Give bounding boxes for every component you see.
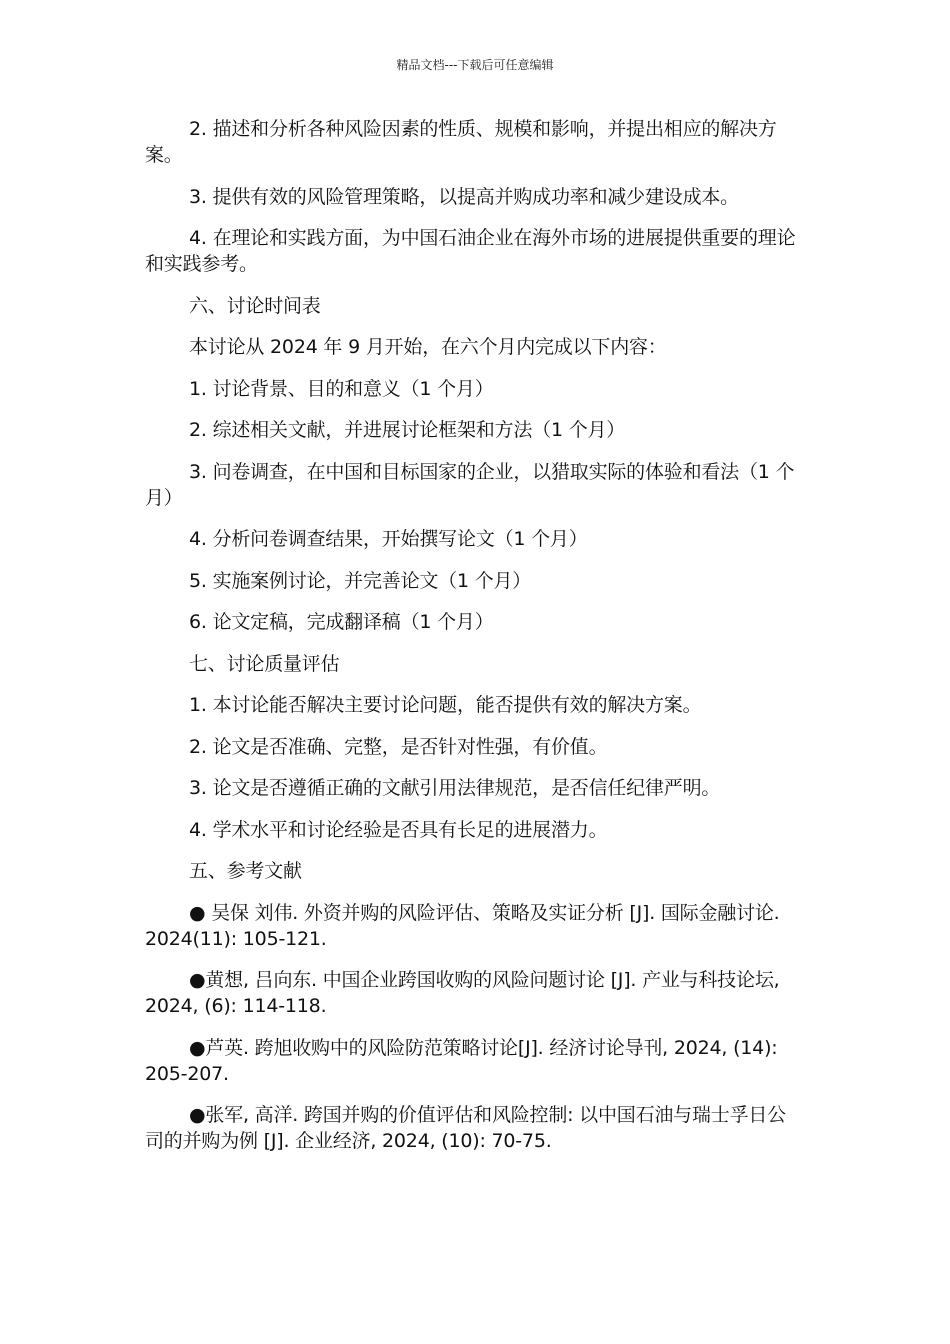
reference-item: ●张军, 高洋. 跨国并购的价值评估和风险控制: 以中国石油与瑞士孚日公司的并购为例 [J]. 企业经济, 2024, (10): 70-75. <box>145 1104 786 1152</box>
reference-item: ●芦英. 跨旭收购中的风险防范策略讨论[J]. 经济讨论导刊, 2024, (14): 205-207. <box>145 1036 778 1085</box>
quality-item: 1. 本讨论能否解决主要讨论问题，能否提供有效的解决方案。 <box>189 694 702 716</box>
quality-title: 七、讨论质量评估 <box>189 652 340 675</box>
quality-item: 4. 学术水平和讨论经验是否具有长足的进展潜力。 <box>189 818 608 841</box>
schedule-item: 1. 讨论背景、目的和意义（1 个月） <box>189 377 494 400</box>
quality-item: 3. 论文是否遵循正确的文献引用法律规范，是否信任纪律严明。 <box>189 777 721 799</box>
references-section <box>145 858 800 1154</box>
page-header: 精品文档---下载后可任意编辑 <box>396 58 554 72</box>
reference-item: ● 吴保 刘伟. 外资并购的风险评估、策略及实证分析 [J]. 国际金融讨论. 2024(11): 105-121. <box>145 901 780 950</box>
schedule-section <box>145 293 800 636</box>
document-body <box>145 116 800 1154</box>
schedule-item: 4. 分析问卷调查结果，开始撰写论文（1 个月） <box>189 528 588 550</box>
schedule-item: 6. 论文定稿，完成翻译稿（1 个月） <box>189 611 494 633</box>
schedule-item: 3. 问卷调查，在中国和目标国家的企业，以猎取实际的体验和看法（1 个月） <box>145 460 795 509</box>
schedule-title: 六、讨论时间表 <box>189 294 321 317</box>
intro-item: 3. 提供有效的风险管理策略，以提高并购成功率和减少建设成本。 <box>189 185 739 208</box>
intro-items <box>145 116 800 277</box>
quality-item: 2. 论文是否准确、完整，是否针对性强，有价值。 <box>189 735 608 758</box>
reference-item: ●黄想, 吕向东. 中国企业跨国收购的风险问题讨论 [J]. 产业与科技论坛, 2024, (6): 114-118. <box>145 969 780 1017</box>
schedule-intro: 本讨论从 2024 年 9 月开始，在六个月内完成以下内容： <box>189 336 667 358</box>
quality-section <box>145 651 800 843</box>
references-title: 五、参考文献 <box>189 860 302 882</box>
schedule-item: 2. 综述相关文献，并进展讨论框架和方法（1 个月） <box>189 419 626 441</box>
intro-item: 2. 描述和分析各种风险因素的性质、规模和影响，并提出相应的解决方案。 <box>145 118 777 166</box>
schedule-item: 5. 实施案例讨论，并完善论文（1 个月） <box>189 569 532 592</box>
intro-item: 4. 在理论和实践方面，为中国石油企业在海外市场的进展提供重要的理论和实践参考。 <box>145 227 796 275</box>
